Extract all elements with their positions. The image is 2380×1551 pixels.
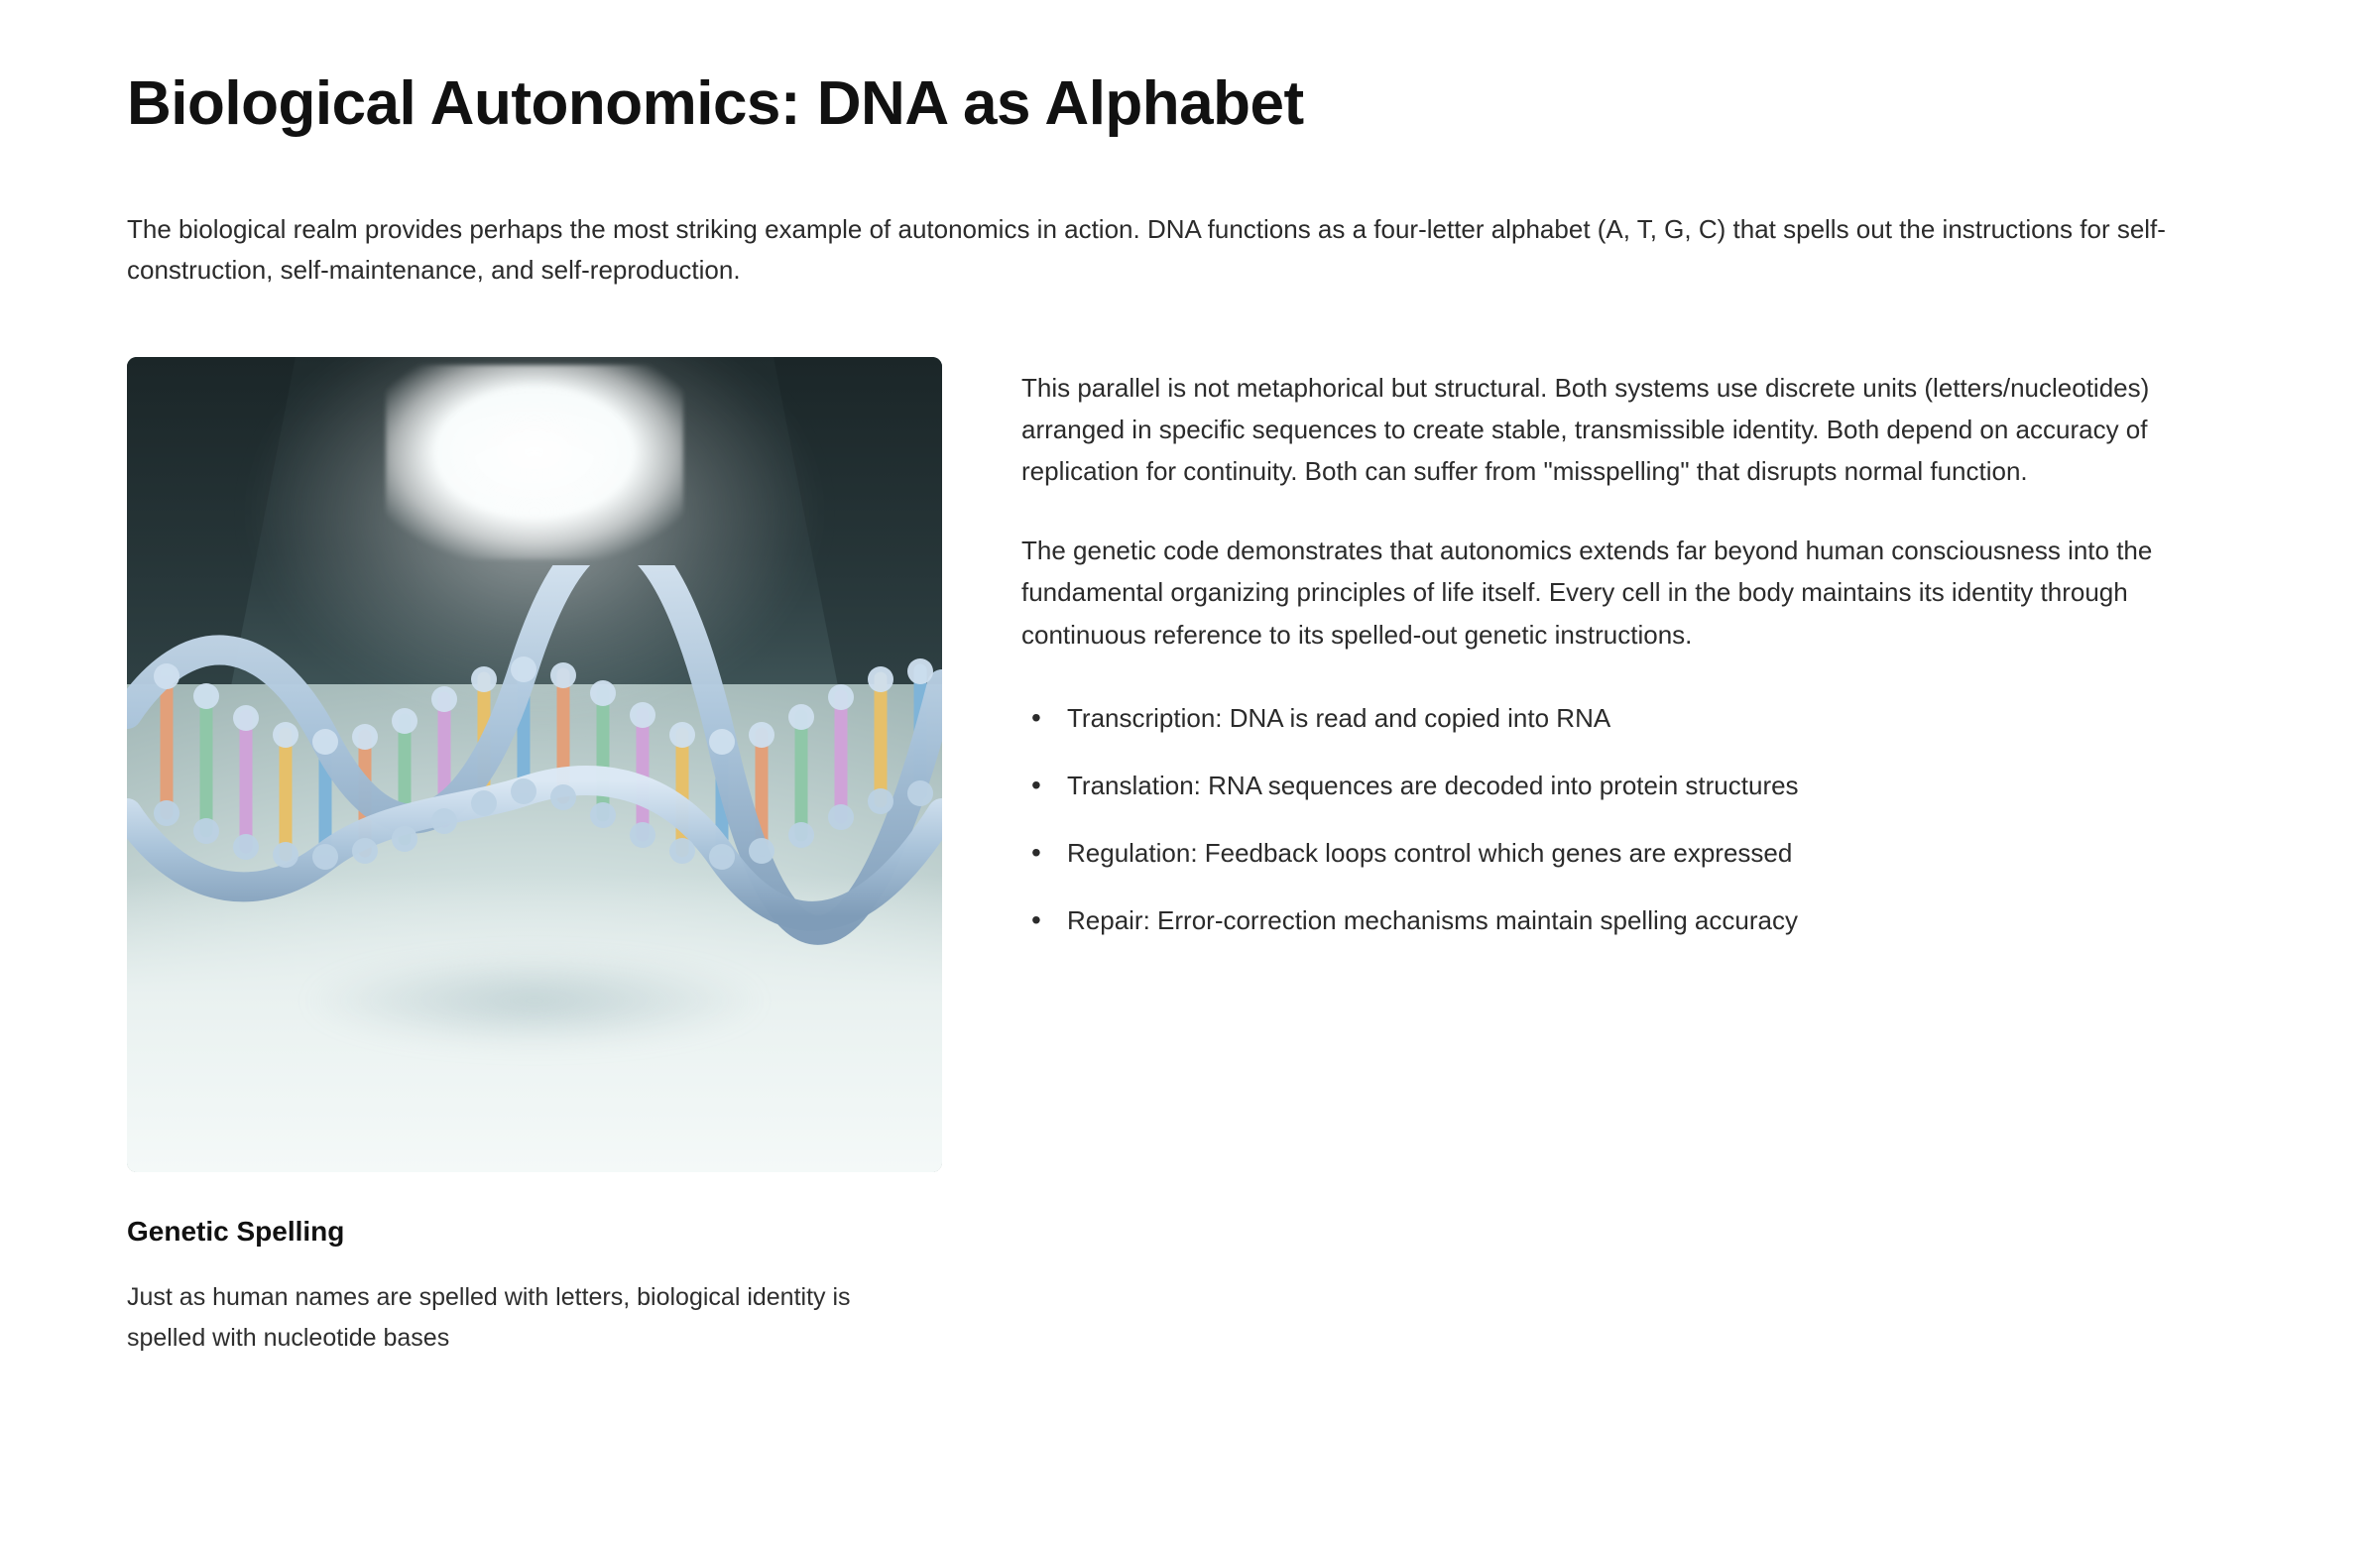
- list-item: • Regulation: Feedback loops control which genes are expressed: [1021, 834, 2253, 873]
- body-paragraph-2: The genetic code demonstrates that autonomics extends far beyond human consciousness into the fundamental organizing principles of life itself. Every cell in the body maintains its identity through continuous reference to its spelled-out genetic instructions.: [1021, 536, 2153, 650]
- intro-paragraph: The biological realm provides perhaps the most striking example of autonomics in action. DNA functions as a four-letter alphabet (A, T, G, C) that spells out the instructions for self-construction, self-maintenance, and self-reproduction.: [127, 214, 2166, 285]
- genetic-spelling-figure: [127, 357, 942, 1358]
- text-column: [1021, 357, 2253, 940]
- figure-caption-text: Just as human names are spelled with letters, biological identity is spelled with nucleotide bases: [127, 1283, 851, 1352]
- body-paragraph-1: This parallel is not metaphorical but structural. Both systems use discrete units (letters/nucleotides) arranged in specific sequences to create stable, transmissible identity. Both depend on accuracy of replication for continuity. Both can suffer from "misspelling" that disrupts normal function.: [1021, 373, 2150, 487]
- dna-helix-image: [127, 357, 942, 1172]
- figure-column: [127, 357, 942, 1358]
- process-list: [1021, 699, 2253, 940]
- list-item: • Translation: RNA sequences are decoded into protein structures: [1021, 767, 2253, 805]
- figure-caption: [127, 1216, 942, 1358]
- page-title: Biological Autonomics: DNA as Alphabet: [127, 69, 1304, 138]
- dna-double-helix-icon: [127, 565, 942, 962]
- list-item: • Repair: Error-correction mechanisms maintain spelling accuracy: [1021, 901, 2253, 940]
- figure-caption-title: Genetic Spelling: [127, 1216, 345, 1248]
- list-item: • Transcription: DNA is read and copied into RNA: [1021, 699, 2253, 738]
- content-columns: [127, 357, 2253, 1358]
